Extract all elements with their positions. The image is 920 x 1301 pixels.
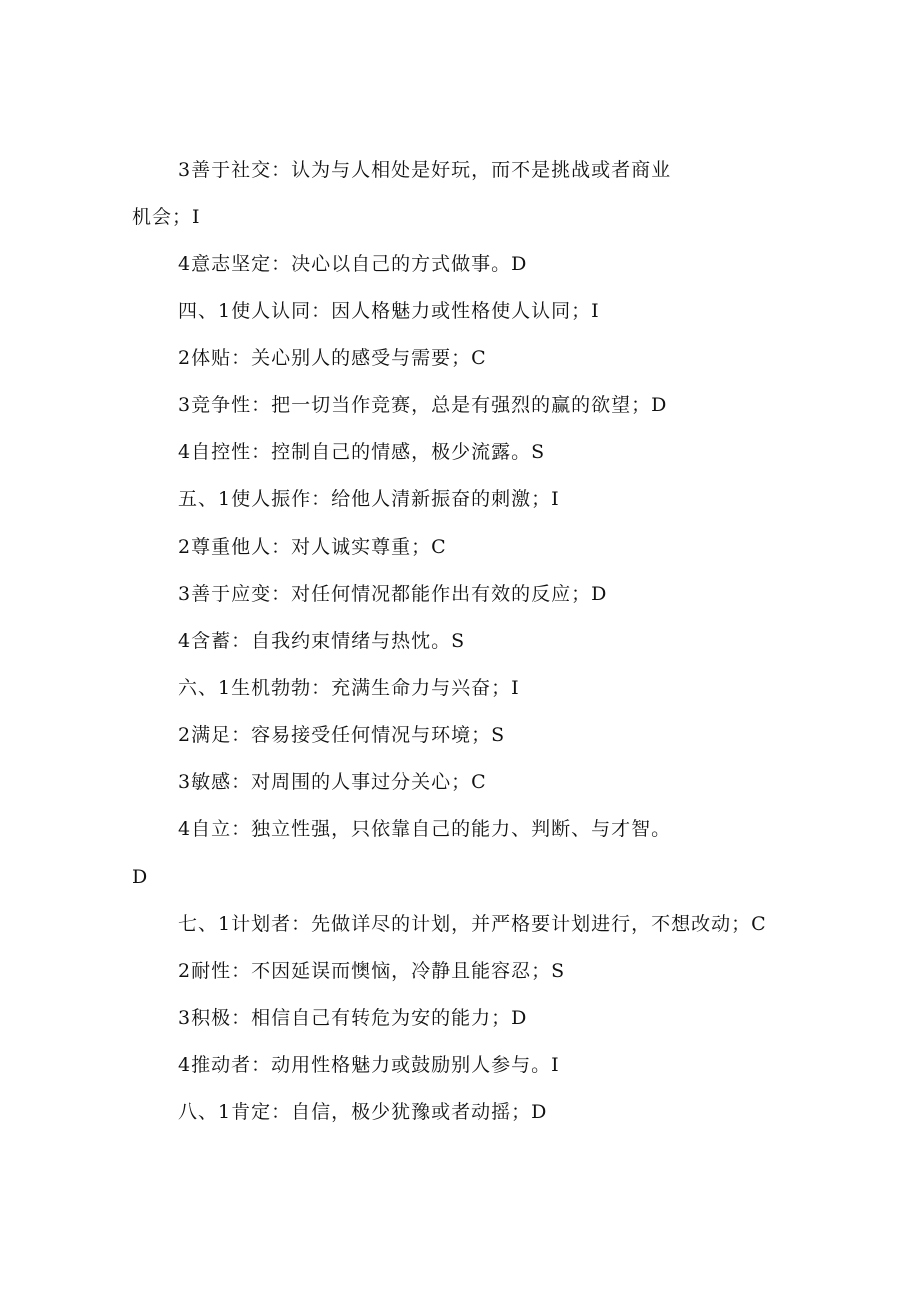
text-line: D <box>132 866 149 888</box>
text-line: 4自立：独立性强，只依靠自己的能力、判断、与才智。 <box>178 818 672 840</box>
text-line: 3敏感：对周围的人事过分关心；C <box>178 771 487 793</box>
text-line: 五、1使人振作：给他人清新振奋的刺激；I <box>178 488 560 510</box>
text-line: 2耐性：不因延误而懊恼，冷静且能容忍；S <box>178 960 566 982</box>
text-line: 3积极：相信自己有转危为安的能力；D <box>178 1007 528 1029</box>
text-line: 2满足：容易接受任何情况与环境；S <box>178 724 506 746</box>
text-line: 4推动者：动用性格魅力或鼓励别人参与。I <box>178 1054 560 1076</box>
text-line: 3善于社交：认为与人相处是好玩，而不是挑战或者商业 <box>178 159 672 181</box>
text-line: 八、1肯定：自信，极少犹豫或者动摇；D <box>178 1101 548 1123</box>
text-line: 机会；I <box>132 206 201 228</box>
text-line: 4自控性：控制自己的情感，极少流露。S <box>178 441 546 463</box>
text-line: 2尊重他人：对人诚实尊重；C <box>178 536 447 558</box>
text-line: 2体贴：关心别人的感受与需要；C <box>178 347 487 369</box>
text-line: 3竞争性：把一切当作竞赛，总是有强烈的赢的欲望；D <box>178 394 668 416</box>
text-line: 六、1生机勃勃：充满生命力与兴奋；I <box>178 677 520 699</box>
text-line: 4含蓄：自我约束情绪与热忱。S <box>178 630 466 652</box>
text-line: 四、1使人认同：因人格魅力或性格使人认同；I <box>178 300 600 322</box>
text-line: 七、1计划者：先做详尽的计划，并严格要计划进行，不想改动；C <box>178 913 767 935</box>
text-line: 4意志坚定：决心以自己的方式做事。D <box>178 253 528 275</box>
text-line: 3善于应变：对任何情况都能作出有效的反应；D <box>178 583 608 605</box>
